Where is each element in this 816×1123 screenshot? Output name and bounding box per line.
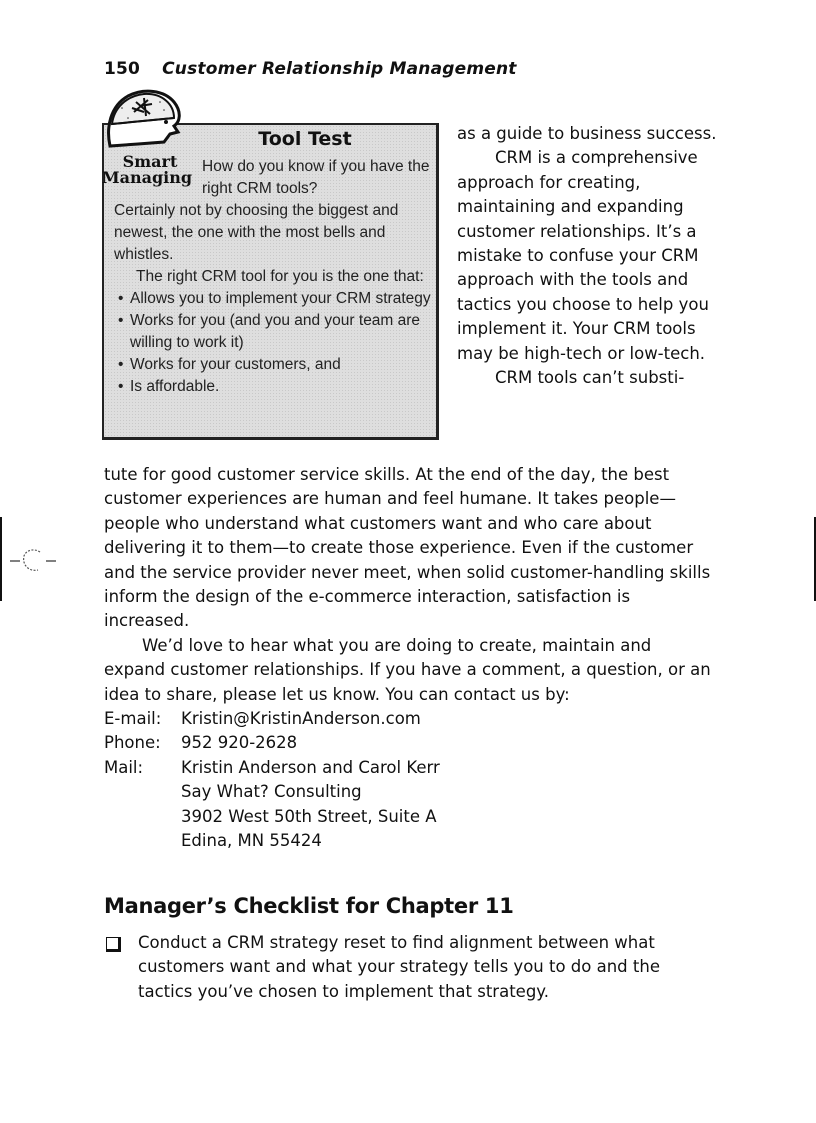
- checklist-item-text: Conduct a CRM strategy reset to find alignment between what customers want and what your strategy tells you to do and the tactics you’ve chosen to implement that strategy.: [138, 933, 660, 1001]
- contact-block: [104, 707, 714, 853]
- smart-managing-label: Smart Managing: [101, 152, 193, 187]
- email-address[interactable]: Kristin@KristinAnderson.com: [181, 709, 421, 729]
- book-title: Customer Relationship Management: [162, 59, 517, 79]
- mail-label: Mail:: [104, 757, 144, 777]
- contact-mail-row: [104, 756, 714, 854]
- address-line: Kristin Anderson and Carol Kerr: [181, 757, 440, 777]
- sidebar-bullet-list: [114, 288, 436, 398]
- body-paragraph: CRM is a comprehensive approach for creating, maintaining and expanding customer relationships. It’s a mistake to confuse your CRM approach with the tools and tactics you choose to help you implement it. Your CRM tools may be high-tech or low-tech.: [457, 148, 709, 363]
- checklist-heading: Manager’s Checklist for Chapter 11: [104, 894, 514, 918]
- body-paragraph: CRM tools can’t substi-: [495, 368, 685, 388]
- sidebar-intro: How do you know if you have the right CRM tools?: [202, 158, 430, 197]
- phone-number: 952 920-2628: [181, 733, 298, 753]
- address-line: 3902 West 50th Street, Suite A: [181, 806, 437, 826]
- email-label: E-mail:: [104, 709, 162, 729]
- body-paragraph: We’d love to hear what you are doing to create, maintain and expand customer relationships. If you have a comment, a question, or an idea to share, please let us know. You can contact us by:: [104, 635, 711, 704]
- bullet-item: • Is affordable.: [114, 376, 436, 398]
- body-paragraph: as a guide to business success.: [457, 124, 717, 143]
- registration-mark-icon: [10, 548, 56, 574]
- main-text: [104, 463, 714, 854]
- page-number: 150: [104, 59, 141, 79]
- sidebar-body: [114, 200, 436, 398]
- address-line: Say What? Consulting: [181, 782, 362, 802]
- running-head: [104, 59, 517, 79]
- body-paragraph: tute for good customer service skills. At the end of the day, the best customer experiences are human and feel humane. It takes people—people who understand what customers want and who care about delivering it to them—to create those experience. Even if the customer and the service provider never meet, when solid customer-handling skills inform the design of the e-commerce interaction, satisfaction is increased.: [104, 465, 711, 631]
- sidebar-title: Tool Test: [258, 128, 352, 150]
- checkbox-icon: [106, 937, 121, 952]
- smart-managing-head-icon: [104, 88, 188, 150]
- right-column-text: [457, 122, 717, 390]
- bullet-item: • Allows you to implement your CRM strategy: [114, 288, 436, 310]
- sidebar-paragraph: Certainly not by choosing the biggest and newest, the one with the most bells and whistles.: [114, 202, 399, 263]
- phone-label: Phone:: [104, 733, 161, 753]
- checklist: [104, 931, 716, 1004]
- mail-address: [181, 756, 714, 854]
- bullet-item: • Works for your customers, and: [114, 354, 436, 376]
- bullet-item: • Works for you (and you and your team are willing to work it): [114, 310, 436, 354]
- crop-line-left: [0, 517, 2, 601]
- contact-phone-row: [104, 731, 714, 755]
- checklist-item: [104, 931, 716, 1004]
- sidebar-paragraph: The right CRM tool for you is the one that:: [136, 268, 424, 285]
- address-line: Edina, MN 55424: [181, 831, 322, 851]
- contact-email-row: [104, 707, 714, 731]
